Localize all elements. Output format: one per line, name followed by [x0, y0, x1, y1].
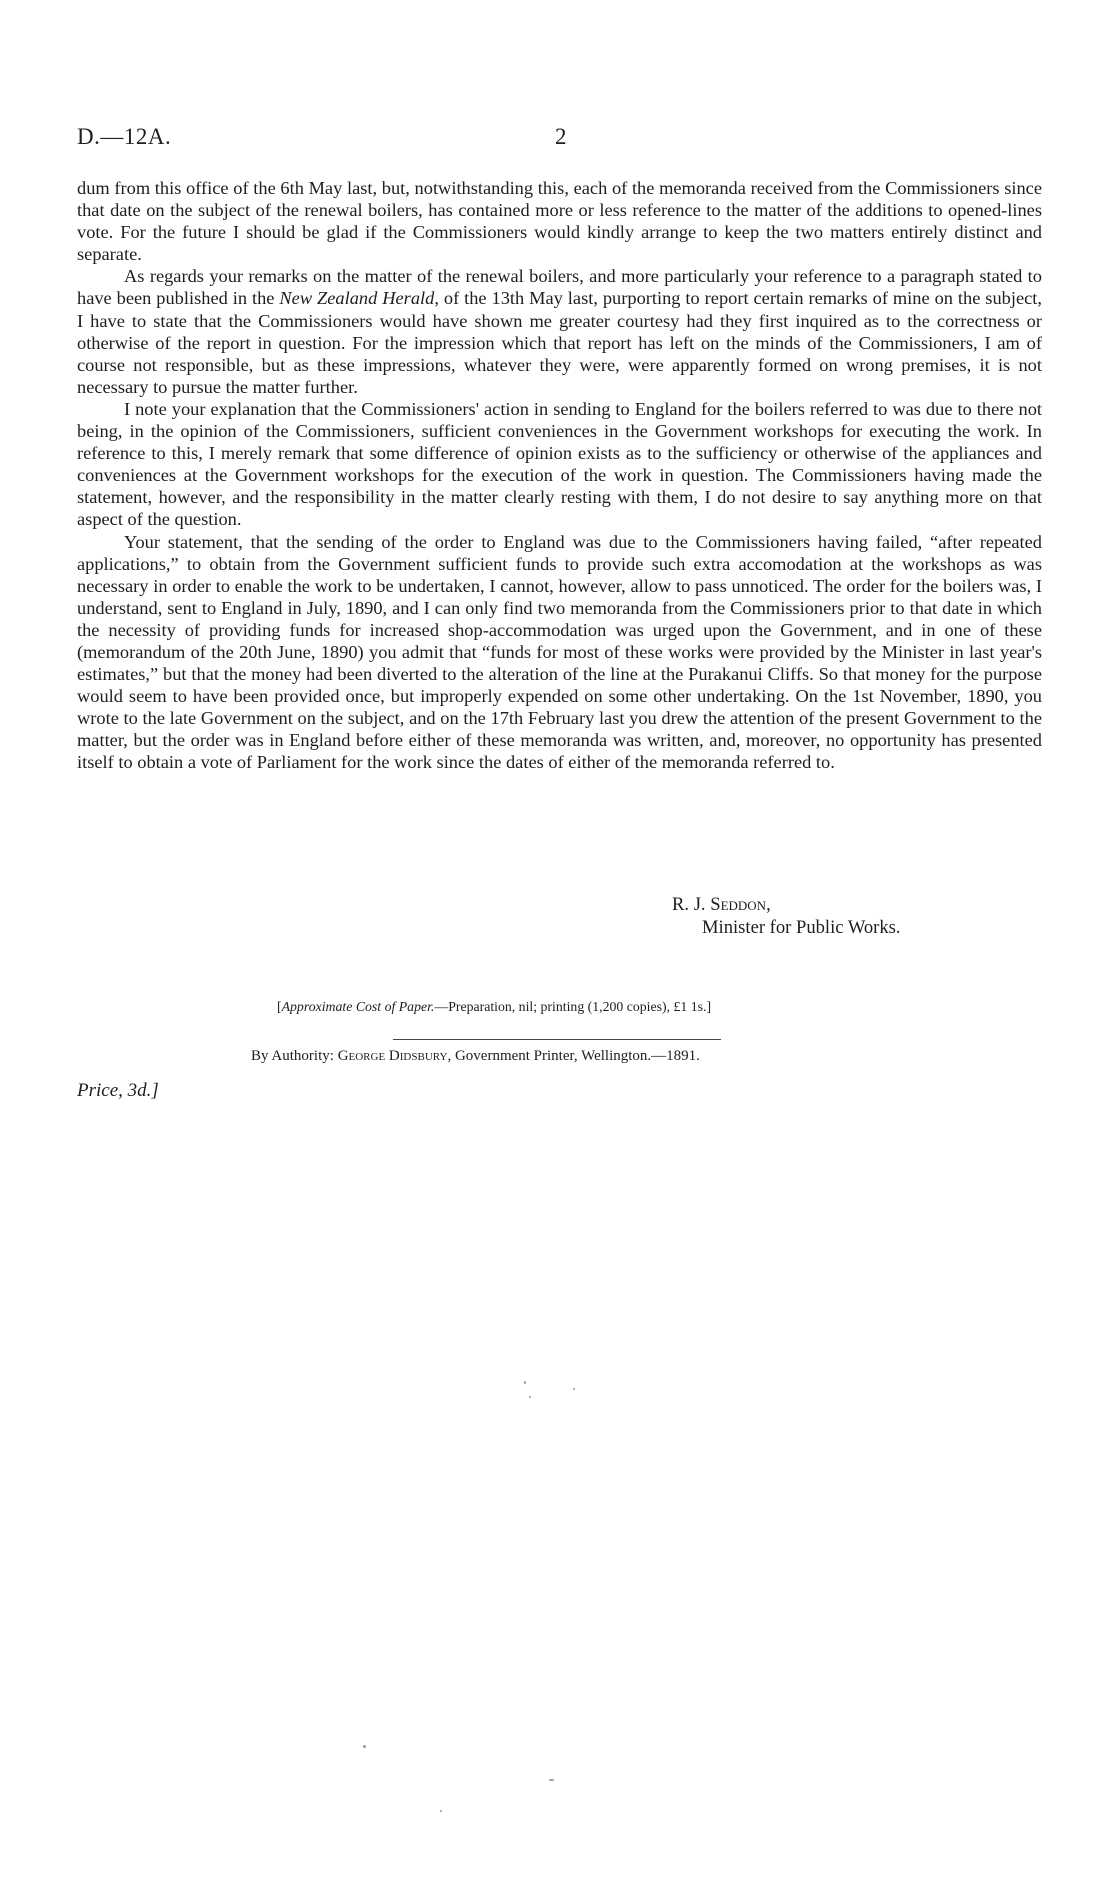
price-text: Price, 3d.: [77, 1080, 152, 1101]
printer-name: George Didsbury,: [337, 1048, 452, 1064]
printer-imprint: [251, 1048, 700, 1065]
signatory-title: Minister for Public Works.: [702, 916, 901, 938]
paragraph-3: I note your explanation that the Commissioners' action in sending to England for the boilers referred to was due to there not being, in the opinion of the Commissioners, sufficient conveniences in the Government workshops for executing the work. In reference to this, I merely remark that some difference of opinion exists as to the sufficiency or otherwise of the appliances and conveniences at the Government workshops for the execution of the work in question. The Commissioners having made the statement, however, and the responsibility in the matter clearly resting with them, I do not desire to say anything more on that aspect of the question.: [77, 398, 1042, 530]
price-note: Price, 3d.]: [77, 1080, 159, 1101]
document-reference: D.—12A.: [77, 124, 172, 149]
cost-note-label: Approximate Cost of Paper.: [281, 999, 435, 1014]
scan-speck: [440, 1810, 442, 1812]
scan-speck: [549, 1779, 554, 1781]
page-header: [77, 124, 1042, 154]
imprint-prefix: By Authority:: [251, 1048, 334, 1064]
page-number: 2: [555, 124, 567, 149]
paragraph-2: As regards your remarks on the matter of the renewal boilers, and more particularly your reference to a paragraph stated to have been published in the New Zealand Herald, of the 13th May last, purporting to report certain remarks of mine on the subject, I have to state that the Commissioners would have shown me greater courtesy had they first inquired as to the correctness or otherwise of the report in question. For the impression which that report has left on the minds of the Commissioners, I am of course not responsible, but as these impressions, whatever they were, were apparently formed on wrong premises, it is not necessary to pursue the matter further.: [77, 266, 1042, 397]
scan-speck: [529, 1396, 531, 1398]
signature-block: [672, 894, 901, 939]
scan-speck: [524, 1381, 526, 1384]
cost-note-text: —Preparation, nil; printing (1,200 copies), £1 1s.: [434, 999, 707, 1014]
divider-rule: [393, 1039, 721, 1040]
cost-of-paper-note: [Approximate Cost of Paper.—Preparation, nil; printing (1,200 copies), £1 1s.]: [277, 999, 712, 1014]
scan-speck: [573, 1388, 575, 1390]
letter-body: [77, 177, 1042, 774]
signatory-name: R. J. Seddon,: [672, 894, 771, 915]
scan-speck: [363, 1745, 366, 1748]
newspaper-title: New Zealand Herald: [279, 288, 435, 309]
paragraph-1: dum from this office of the 6th May last, but, notwithstanding this, each of the memoranda received from the Commissioners since that date on the subject of the renewal boilers, has contained more or less reference to the matter of the additions to opened-lines vote. For the future I should be glad if the Commissioners would kindly arrange to keep the two matters entirely distinct and separate.: [77, 178, 1042, 265]
imprint-suffix: Government Printer, Wellington.—1891.: [454, 1048, 700, 1064]
paragraph-4: Your statement, that the sending of the order to England was due to the Commissioners having failed, “after repeated applications,” to obtain from the Government sufficient funds to provide such extra accomodation at the workshops as was necessary in order to enable the work to be undertaken, I cannot, however, allow to pass unnoticed. The order for the boilers was, I understand, sent to England in July, 1890, and I can only find two memoranda from the Commissioners prior to that date in which the necessity of providing funds for increased shop-accommodation was urged upon the Government, and in one of these (memorandum of the 20th June, 1890) you admit that “funds for most of these works were provided by the Minister in last year's estimates,” but that the money had been diverted to the alteration of the line at the Purakanui Cliffs. So that money for the purpose would seem to have been provided once, but improperly expended on some other undertaking. On the 1st November, 1890, you wrote to the late Government on the subject, and on the 17th February last you drew the attention of the present Government to the matter, but the order was in England before either of these memoranda was written, and, moreover, no opportunity has presented itself to obtain a vote of Parliament for the work since the dates of either of the memoranda referred to.: [77, 531, 1042, 773]
